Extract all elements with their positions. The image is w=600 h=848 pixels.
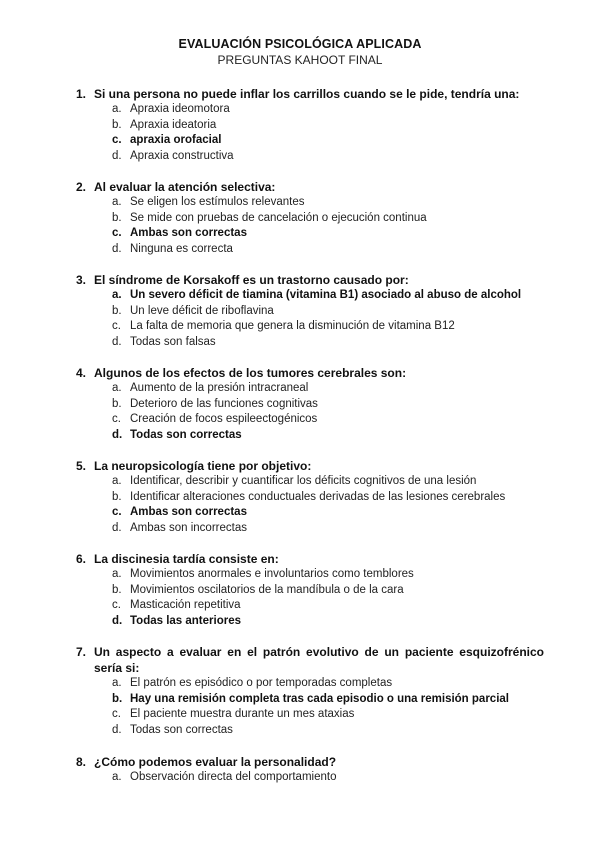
option-letter: d. xyxy=(112,521,122,534)
question-item xyxy=(0,552,600,629)
answer-option-correct xyxy=(0,692,600,708)
answer-option-correct xyxy=(0,133,600,149)
option-letter: d. xyxy=(112,335,122,348)
option-letter: b. xyxy=(112,692,123,705)
option-letter: a. xyxy=(112,475,122,487)
option-text: Masticación repetitiva xyxy=(130,599,241,611)
question-header xyxy=(0,645,600,676)
answer-option-correct xyxy=(0,614,600,630)
option-text: La falta de memoria que genera la disminución de vitamina B12 xyxy=(130,320,455,332)
option-letter: d. xyxy=(112,242,122,255)
option-letter: b. xyxy=(112,304,122,317)
question-text: Algunos de los efectos de los tumores cerebrales son: xyxy=(94,366,407,380)
option-text: Todas son correctas xyxy=(130,428,242,441)
answer-option xyxy=(0,583,600,599)
option-letter: d. xyxy=(112,428,123,441)
question-number: 3. xyxy=(76,273,87,287)
option-text: Hay una remisión completa tras cada episodio o una remisión parcial xyxy=(130,692,509,705)
option-letter: c. xyxy=(112,599,121,611)
option-text: Un leve déficit de riboflavina xyxy=(130,304,274,317)
answer-option xyxy=(0,149,600,165)
question-header xyxy=(0,552,600,567)
question-item xyxy=(0,459,600,536)
answer-option xyxy=(0,567,600,583)
question-item xyxy=(0,180,600,257)
answer-option xyxy=(0,490,600,506)
option-letter: c. xyxy=(112,413,121,425)
answer-option xyxy=(0,242,600,258)
answer-option xyxy=(0,723,600,739)
option-text: El patrón es episódico o por temporadas completas xyxy=(130,677,393,689)
question-text: La neuropsicología tiene por objetivo: xyxy=(94,459,312,473)
question-number: 5. xyxy=(76,459,87,473)
option-text: Todas son correctas xyxy=(130,723,233,736)
option-text: apraxia orofacial xyxy=(130,134,222,146)
question-number: 7. xyxy=(76,645,87,659)
document-title: EVALUACIÓN PSICOLÓGICA APLICADA xyxy=(178,37,422,51)
option-letter: b. xyxy=(112,583,122,596)
option-text: Ninguna es correcta xyxy=(130,242,233,255)
option-text: Observación directa del comportamiento xyxy=(130,771,337,783)
option-letter: a. xyxy=(112,103,122,115)
question-number: 4. xyxy=(76,366,87,380)
option-letter: c. xyxy=(112,134,122,146)
answer-option xyxy=(0,335,600,351)
answer-option xyxy=(0,770,600,786)
option-text: Todas son falsas xyxy=(130,335,216,348)
option-text: Aumento de la presión intracraneal xyxy=(130,382,309,394)
question-number: 8. xyxy=(76,755,87,769)
question-text: Un aspecto a evaluar en el patrón evolutivo de un paciente esquizofrénico sería si: xyxy=(94,645,544,675)
option-text: Identificar alteraciones conductuales derivadas de las lesiones cerebrales xyxy=(130,490,506,503)
answer-option xyxy=(0,211,600,227)
option-letter: c. xyxy=(112,320,121,332)
question-header xyxy=(0,180,600,195)
option-letter: a. xyxy=(112,771,122,783)
answer-option xyxy=(0,474,600,490)
question-header xyxy=(0,459,600,474)
option-text: Ambas son incorrectas xyxy=(130,521,247,534)
answer-option-correct xyxy=(0,428,600,444)
question-text: La discinesia tardía consiste en: xyxy=(94,552,279,566)
question-item xyxy=(0,366,600,443)
answer-option xyxy=(0,118,600,134)
option-text: Movimientos oscilatorios de la mandíbula o de la cara xyxy=(130,583,404,596)
option-text: Apraxia ideatoria xyxy=(130,118,217,131)
question-item xyxy=(0,87,600,164)
question-header xyxy=(0,87,600,102)
option-text: Se eligen los estímulos relevantes xyxy=(130,196,305,208)
option-text: Se mide con pruebas de cancelación o ejecución continua xyxy=(130,211,427,224)
option-letter: b. xyxy=(112,397,122,410)
question-header xyxy=(0,366,600,381)
question-number: 6. xyxy=(76,552,87,566)
answer-option xyxy=(0,304,600,320)
question-header xyxy=(0,755,600,770)
option-letter: c. xyxy=(112,708,121,720)
option-letter: d. xyxy=(112,149,122,162)
option-text: Todas las anteriores xyxy=(130,614,241,627)
question-number: 1. xyxy=(76,87,87,101)
answer-option-correct xyxy=(0,505,600,521)
answer-option xyxy=(0,102,600,118)
option-text: Apraxia constructiva xyxy=(130,149,234,162)
option-letter: d. xyxy=(112,614,123,627)
option-letter: a. xyxy=(112,677,122,689)
answer-option-correct xyxy=(0,288,600,304)
option-letter: b. xyxy=(112,490,122,503)
option-letter: d. xyxy=(112,723,122,736)
option-text: Creación de focos espileectogénicos xyxy=(130,413,318,425)
option-letter: a. xyxy=(112,196,122,208)
answer-option xyxy=(0,598,600,614)
option-text: Ambas son correctas xyxy=(130,506,247,518)
option-letter: a. xyxy=(112,289,122,301)
option-text: Ambas son correctas xyxy=(130,227,247,239)
option-letter: a. xyxy=(112,568,122,580)
option-text: Apraxia ideomotora xyxy=(130,103,230,115)
question-text: ¿Cómo podemos evaluar la personalidad? xyxy=(94,755,337,769)
option-text: El paciente muestra durante un mes ataxias xyxy=(130,708,355,720)
option-text: Identificar, describir y cuantificar los déficits cognitivos de una lesión xyxy=(130,475,477,487)
answer-option xyxy=(0,397,600,413)
answer-option xyxy=(0,521,600,537)
option-letter: c. xyxy=(112,506,122,518)
option-letter: a. xyxy=(112,382,122,394)
document-subtitle: PREGUNTAS KAHOOT FINAL xyxy=(217,53,383,67)
option-letter: b. xyxy=(112,118,122,131)
question-text: Al evaluar la atención selectiva: xyxy=(94,180,276,194)
option-text: Deterioro de las funciones cognitivas xyxy=(130,397,318,410)
answer-option xyxy=(0,319,600,335)
question-number: 2. xyxy=(76,180,87,194)
option-letter: b. xyxy=(112,211,122,224)
option-text: Movimientos anormales e involuntarios como temblores xyxy=(130,568,414,580)
question-item xyxy=(0,273,600,350)
question-text: El síndrome de Korsakoff es un trastorno causado por: xyxy=(94,273,409,287)
answer-option xyxy=(0,707,600,723)
answer-option xyxy=(0,412,600,428)
question-text: Si una persona no puede inflar los carrillos cuando se le pide, tendría una: xyxy=(94,87,520,101)
answer-option xyxy=(0,381,600,397)
option-letter: c. xyxy=(112,227,122,239)
answer-option xyxy=(0,676,600,692)
answer-option-correct xyxy=(0,226,600,242)
question-header xyxy=(0,273,600,288)
answer-option xyxy=(0,195,600,211)
option-text: Un severo déficit de tiamina (vitamina B1) asociado al abuso de alcohol xyxy=(130,289,522,301)
question-item xyxy=(0,755,600,786)
question-item xyxy=(0,645,600,738)
